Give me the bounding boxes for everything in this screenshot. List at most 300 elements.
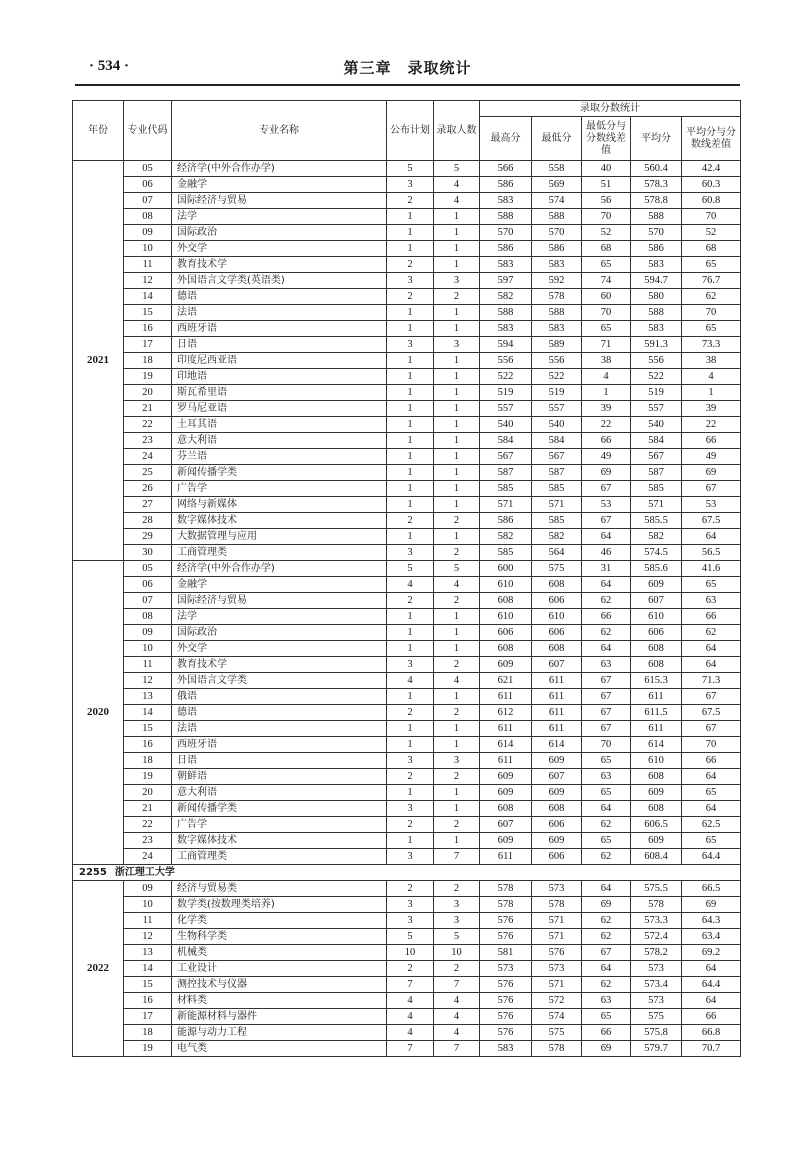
admitted-count: 1 — [434, 481, 480, 497]
avg-diff: 64 — [682, 657, 741, 673]
plan-count: 3 — [387, 801, 434, 817]
min-score: 609 — [532, 785, 582, 801]
admitted-count: 1 — [434, 385, 480, 401]
table-row — [73, 561, 741, 577]
avg-score: 594.7 — [631, 273, 682, 289]
min-diff: 70 — [582, 209, 631, 225]
table-row — [73, 993, 741, 1009]
major-name: 教育技术学 — [172, 257, 387, 273]
major-name: 国际经济与贸易 — [172, 593, 387, 609]
admitted-count: 1 — [434, 433, 480, 449]
avg-score: 610 — [631, 753, 682, 769]
major-code: 19 — [124, 1041, 172, 1057]
min-score: 611 — [532, 705, 582, 721]
admitted-count: 1 — [434, 305, 480, 321]
table-row — [73, 257, 741, 273]
min-score: 586 — [532, 241, 582, 257]
min-score: 567 — [532, 449, 582, 465]
plan-count: 1 — [387, 721, 434, 737]
plan-count: 7 — [387, 977, 434, 993]
admitted-count: 1 — [434, 833, 480, 849]
min-diff: 63 — [582, 993, 631, 1009]
min-diff: 65 — [582, 321, 631, 337]
major-code: 27 — [124, 497, 172, 513]
major-name: 经济学(中外合作办学) — [172, 161, 387, 177]
min-score: 570 — [532, 225, 582, 241]
avg-diff: 62.5 — [682, 817, 741, 833]
admitted-count: 3 — [434, 913, 480, 929]
major-code: 23 — [124, 833, 172, 849]
major-code: 18 — [124, 353, 172, 369]
avg-score: 571 — [631, 497, 682, 513]
min-diff: 64 — [582, 641, 631, 657]
plan-count: 1 — [387, 785, 434, 801]
plan-count: 4 — [387, 1009, 434, 1025]
min-diff: 46 — [582, 545, 631, 561]
avg-score: 578.8 — [631, 193, 682, 209]
max-score: 576 — [480, 977, 532, 993]
min-score: 611 — [532, 689, 582, 705]
plan-count: 1 — [387, 369, 434, 385]
table-row — [73, 881, 741, 897]
min-score: 608 — [532, 641, 582, 657]
plan-count: 1 — [387, 737, 434, 753]
table-row — [73, 337, 741, 353]
min-score: 564 — [532, 545, 582, 561]
avg-diff: 67.5 — [682, 513, 741, 529]
max-score: 611 — [480, 849, 532, 865]
min-diff: 63 — [582, 769, 631, 785]
max-score: 609 — [480, 833, 532, 849]
min-diff: 62 — [582, 817, 631, 833]
major-name: 日语 — [172, 337, 387, 353]
major-name: 芬兰语 — [172, 449, 387, 465]
major-name: 电气类 — [172, 1041, 387, 1057]
major-code: 18 — [124, 753, 172, 769]
col-avg: 平均分 — [631, 117, 682, 161]
avg-score: 556 — [631, 353, 682, 369]
table-row — [73, 497, 741, 513]
min-diff: 69 — [582, 465, 631, 481]
admitted-count: 1 — [434, 369, 480, 385]
min-diff: 65 — [582, 1009, 631, 1025]
min-score: 608 — [532, 801, 582, 817]
max-score: 611 — [480, 753, 532, 769]
admitted-count: 2 — [434, 545, 480, 561]
avg-score: 580 — [631, 289, 682, 305]
major-name: 斯瓦希里语 — [172, 385, 387, 401]
major-name: 能源与动力工程 — [172, 1025, 387, 1041]
admitted-count: 2 — [434, 705, 480, 721]
table-row — [73, 897, 741, 913]
avg-score: 584 — [631, 433, 682, 449]
avg-score: 614 — [631, 737, 682, 753]
avg-diff: 66.8 — [682, 1025, 741, 1041]
table-row — [73, 753, 741, 769]
avg-score: 588 — [631, 209, 682, 225]
major-code: 28 — [124, 513, 172, 529]
min-score: 585 — [532, 513, 582, 529]
min-score: 610 — [532, 609, 582, 625]
admitted-count: 4 — [434, 1009, 480, 1025]
min-score: 588 — [532, 305, 582, 321]
avg-diff: 64.3 — [682, 913, 741, 929]
plan-count: 4 — [387, 993, 434, 1009]
max-score: 609 — [480, 769, 532, 785]
admitted-count: 1 — [434, 641, 480, 657]
plan-count: 1 — [387, 625, 434, 641]
avg-score: 574.5 — [631, 545, 682, 561]
plan-count: 2 — [387, 769, 434, 785]
avg-diff: 42.4 — [682, 161, 741, 177]
major-code: 12 — [124, 273, 172, 289]
avg-diff: 67 — [682, 721, 741, 737]
admitted-count: 1 — [434, 353, 480, 369]
major-name: 法学 — [172, 209, 387, 225]
min-diff: 65 — [582, 785, 631, 801]
table-row — [73, 593, 741, 609]
plan-count: 3 — [387, 657, 434, 673]
admitted-count: 2 — [434, 817, 480, 833]
max-score: 582 — [480, 529, 532, 545]
max-score: 583 — [480, 1041, 532, 1057]
min-diff: 67 — [582, 689, 631, 705]
major-name: 印度尼西亚语 — [172, 353, 387, 369]
admitted-count: 3 — [434, 897, 480, 913]
major-code: 07 — [124, 193, 172, 209]
major-name: 金融学 — [172, 177, 387, 193]
avg-diff: 76.7 — [682, 273, 741, 289]
max-score: 610 — [480, 577, 532, 593]
major-name: 工业设计 — [172, 961, 387, 977]
max-score: 567 — [480, 449, 532, 465]
plan-count: 4 — [387, 577, 434, 593]
min-score: 611 — [532, 673, 582, 689]
avg-diff: 56.5 — [682, 545, 741, 561]
major-name: 机械类 — [172, 945, 387, 961]
col-plan: 公布计划 — [387, 101, 434, 161]
avg-score: 588 — [631, 305, 682, 321]
table-row — [73, 385, 741, 401]
major-code: 15 — [124, 721, 172, 737]
max-score: 585 — [480, 481, 532, 497]
min-score: 614 — [532, 737, 582, 753]
table-row — [73, 721, 741, 737]
plan-count: 1 — [387, 385, 434, 401]
plan-count: 3 — [387, 913, 434, 929]
min-score: 576 — [532, 945, 582, 961]
admitted-count: 1 — [434, 689, 480, 705]
avg-score: 573.3 — [631, 913, 682, 929]
min-score: 606 — [532, 849, 582, 865]
table-row — [73, 1009, 741, 1025]
table-row — [73, 833, 741, 849]
avg-score: 587 — [631, 465, 682, 481]
admitted-count: 1 — [434, 737, 480, 753]
table-row — [73, 529, 741, 545]
min-diff: 67 — [582, 513, 631, 529]
avg-diff: 65 — [682, 833, 741, 849]
major-name: 意大利语 — [172, 785, 387, 801]
major-code: 11 — [124, 657, 172, 673]
max-score: 583 — [480, 321, 532, 337]
table-row — [73, 209, 741, 225]
table-row — [73, 193, 741, 209]
admitted-count: 4 — [434, 193, 480, 209]
max-score: 540 — [480, 417, 532, 433]
avg-diff: 67.5 — [682, 705, 741, 721]
table-row — [73, 545, 741, 561]
avg-score: 573 — [631, 961, 682, 977]
admitted-count: 1 — [434, 257, 480, 273]
min-diff: 40 — [582, 161, 631, 177]
col-code: 专业代码 — [124, 101, 172, 161]
avg-diff: 38 — [682, 353, 741, 369]
avg-diff: 64 — [682, 961, 741, 977]
plan-count: 4 — [387, 673, 434, 689]
admitted-count: 1 — [434, 497, 480, 513]
min-diff: 51 — [582, 177, 631, 193]
min-score: 519 — [532, 385, 582, 401]
table-row — [73, 641, 741, 657]
table-row — [73, 433, 741, 449]
table-row — [73, 273, 741, 289]
avg-diff: 52 — [682, 225, 741, 241]
avg-diff: 66 — [682, 433, 741, 449]
min-diff: 65 — [582, 257, 631, 273]
min-score: 609 — [532, 833, 582, 849]
avg-diff: 66 — [682, 753, 741, 769]
plan-count: 2 — [387, 193, 434, 209]
max-score: 588 — [480, 209, 532, 225]
avg-diff: 70 — [682, 209, 741, 225]
major-code: 12 — [124, 929, 172, 945]
table-row — [73, 929, 741, 945]
avg-score: 611 — [631, 721, 682, 737]
plan-count: 3 — [387, 273, 434, 289]
min-diff: 67 — [582, 705, 631, 721]
max-score: 611 — [480, 689, 532, 705]
year-cell: 2022 — [73, 881, 124, 1057]
avg-diff: 4 — [682, 369, 741, 385]
admitted-count: 4 — [434, 1025, 480, 1041]
major-name: 广告学 — [172, 481, 387, 497]
major-name: 意大利语 — [172, 433, 387, 449]
min-diff: 64 — [582, 577, 631, 593]
max-score: 582 — [480, 289, 532, 305]
admitted-count: 1 — [434, 209, 480, 225]
plan-count: 2 — [387, 257, 434, 273]
max-score: 609 — [480, 785, 532, 801]
min-diff: 67 — [582, 481, 631, 497]
max-score: 584 — [480, 433, 532, 449]
plan-count: 1 — [387, 481, 434, 497]
major-code: 19 — [124, 769, 172, 785]
plan-count: 5 — [387, 161, 434, 177]
min-diff: 71 — [582, 337, 631, 353]
max-score: 566 — [480, 161, 532, 177]
major-name: 数学类(按数理类培养) — [172, 897, 387, 913]
table-row — [73, 513, 741, 529]
avg-diff: 66 — [682, 1009, 741, 1025]
col-max: 最高分 — [480, 117, 532, 161]
major-code: 05 — [124, 561, 172, 577]
avg-diff: 53 — [682, 497, 741, 513]
major-code: 21 — [124, 801, 172, 817]
major-code: 22 — [124, 417, 172, 433]
school-row — [73, 865, 741, 881]
min-score: 592 — [532, 273, 582, 289]
major-code: 21 — [124, 401, 172, 417]
table-row — [73, 401, 741, 417]
avg-diff: 64 — [682, 529, 741, 545]
major-name: 经济与贸易类 — [172, 881, 387, 897]
avg-score: 608 — [631, 769, 682, 785]
admitted-count: 7 — [434, 1041, 480, 1057]
major-name: 广告学 — [172, 817, 387, 833]
major-name: 日语 — [172, 753, 387, 769]
table-row — [73, 817, 741, 833]
avg-score: 606.5 — [631, 817, 682, 833]
min-diff: 65 — [582, 833, 631, 849]
min-diff: 22 — [582, 417, 631, 433]
min-score: 583 — [532, 321, 582, 337]
min-score: 582 — [532, 529, 582, 545]
admitted-count: 4 — [434, 577, 480, 593]
major-code: 17 — [124, 1009, 172, 1025]
plan-count: 1 — [387, 833, 434, 849]
avg-diff: 70 — [682, 737, 741, 753]
major-code: 18 — [124, 1025, 172, 1041]
table-row — [73, 481, 741, 497]
col-admitted: 录取人数 — [434, 101, 480, 161]
avg-diff: 68 — [682, 241, 741, 257]
avg-score: 608.4 — [631, 849, 682, 865]
avg-score: 573 — [631, 993, 682, 1009]
avg-score: 606 — [631, 625, 682, 641]
plan-count: 1 — [387, 401, 434, 417]
table-row — [73, 689, 741, 705]
col-name: 专业名称 — [172, 101, 387, 161]
major-name: 工商管理类 — [172, 545, 387, 561]
min-diff: 53 — [582, 497, 631, 513]
major-name: 大数据管理与应用 — [172, 529, 387, 545]
avg-score: 540 — [631, 417, 682, 433]
plan-count: 3 — [387, 897, 434, 913]
admitted-count: 2 — [434, 657, 480, 673]
avg-score: 519 — [631, 385, 682, 401]
max-score: 597 — [480, 273, 532, 289]
table-row — [73, 161, 741, 177]
admitted-count: 1 — [434, 401, 480, 417]
avg-score: 611 — [631, 689, 682, 705]
plan-count: 3 — [387, 177, 434, 193]
avg-score: 582 — [631, 529, 682, 545]
admitted-count: 1 — [434, 449, 480, 465]
min-score: 583 — [532, 257, 582, 273]
year-cell: 2021 — [73, 161, 124, 561]
avg-score: 567 — [631, 449, 682, 465]
max-score: 576 — [480, 1025, 532, 1041]
admitted-count: 1 — [434, 529, 480, 545]
min-diff: 62 — [582, 913, 631, 929]
plan-count: 1 — [387, 353, 434, 369]
school-code: 2255 — [79, 867, 107, 878]
min-diff: 62 — [582, 593, 631, 609]
plan-count: 1 — [387, 241, 434, 257]
min-score: 571 — [532, 913, 582, 929]
admitted-count: 1 — [434, 609, 480, 625]
major-code: 06 — [124, 177, 172, 193]
major-name: 数字媒体技术 — [172, 513, 387, 529]
min-diff: 69 — [582, 1041, 631, 1057]
min-score: 588 — [532, 209, 582, 225]
major-code: 09 — [124, 881, 172, 897]
table-row — [73, 305, 741, 321]
max-score: 608 — [480, 801, 532, 817]
school-name: 浙江理工大学 — [114, 867, 175, 878]
min-score: 606 — [532, 625, 582, 641]
admitted-count: 1 — [434, 785, 480, 801]
min-score: 575 — [532, 1025, 582, 1041]
max-score: 611 — [480, 721, 532, 737]
major-name: 生物科学类 — [172, 929, 387, 945]
table-row — [73, 465, 741, 481]
avg-score: 609 — [631, 833, 682, 849]
min-score: 587 — [532, 465, 582, 481]
major-code: 07 — [124, 593, 172, 609]
admitted-count: 2 — [434, 769, 480, 785]
avg-score: 608 — [631, 641, 682, 657]
min-score: 522 — [532, 369, 582, 385]
major-name: 教育技术学 — [172, 657, 387, 673]
max-score: 576 — [480, 929, 532, 945]
avg-score: 578.3 — [631, 177, 682, 193]
major-code: 23 — [124, 433, 172, 449]
avg-score: 570 — [631, 225, 682, 241]
major-code: 17 — [124, 337, 172, 353]
table-row — [73, 609, 741, 625]
admitted-count: 2 — [434, 961, 480, 977]
min-diff: 39 — [582, 401, 631, 417]
major-code: 10 — [124, 641, 172, 657]
major-code: 11 — [124, 913, 172, 929]
avg-score: 585 — [631, 481, 682, 497]
min-diff: 69 — [582, 897, 631, 913]
avg-diff: 70 — [682, 305, 741, 321]
avg-diff: 69 — [682, 897, 741, 913]
avg-diff: 65 — [682, 257, 741, 273]
major-code: 09 — [124, 225, 172, 241]
table-row — [73, 737, 741, 753]
table-row — [73, 913, 741, 929]
min-diff: 4 — [582, 369, 631, 385]
major-code: 09 — [124, 625, 172, 641]
min-score: 611 — [532, 721, 582, 737]
min-diff: 66 — [582, 433, 631, 449]
max-score: 556 — [480, 353, 532, 369]
major-name: 西班牙语 — [172, 737, 387, 753]
admitted-count: 1 — [434, 801, 480, 817]
min-diff: 56 — [582, 193, 631, 209]
avg-diff: 65 — [682, 785, 741, 801]
min-diff: 65 — [582, 753, 631, 769]
table-row — [73, 1025, 741, 1041]
min-score: 540 — [532, 417, 582, 433]
min-score: 574 — [532, 1009, 582, 1025]
admitted-count: 4 — [434, 993, 480, 1009]
school-cell — [73, 865, 741, 881]
